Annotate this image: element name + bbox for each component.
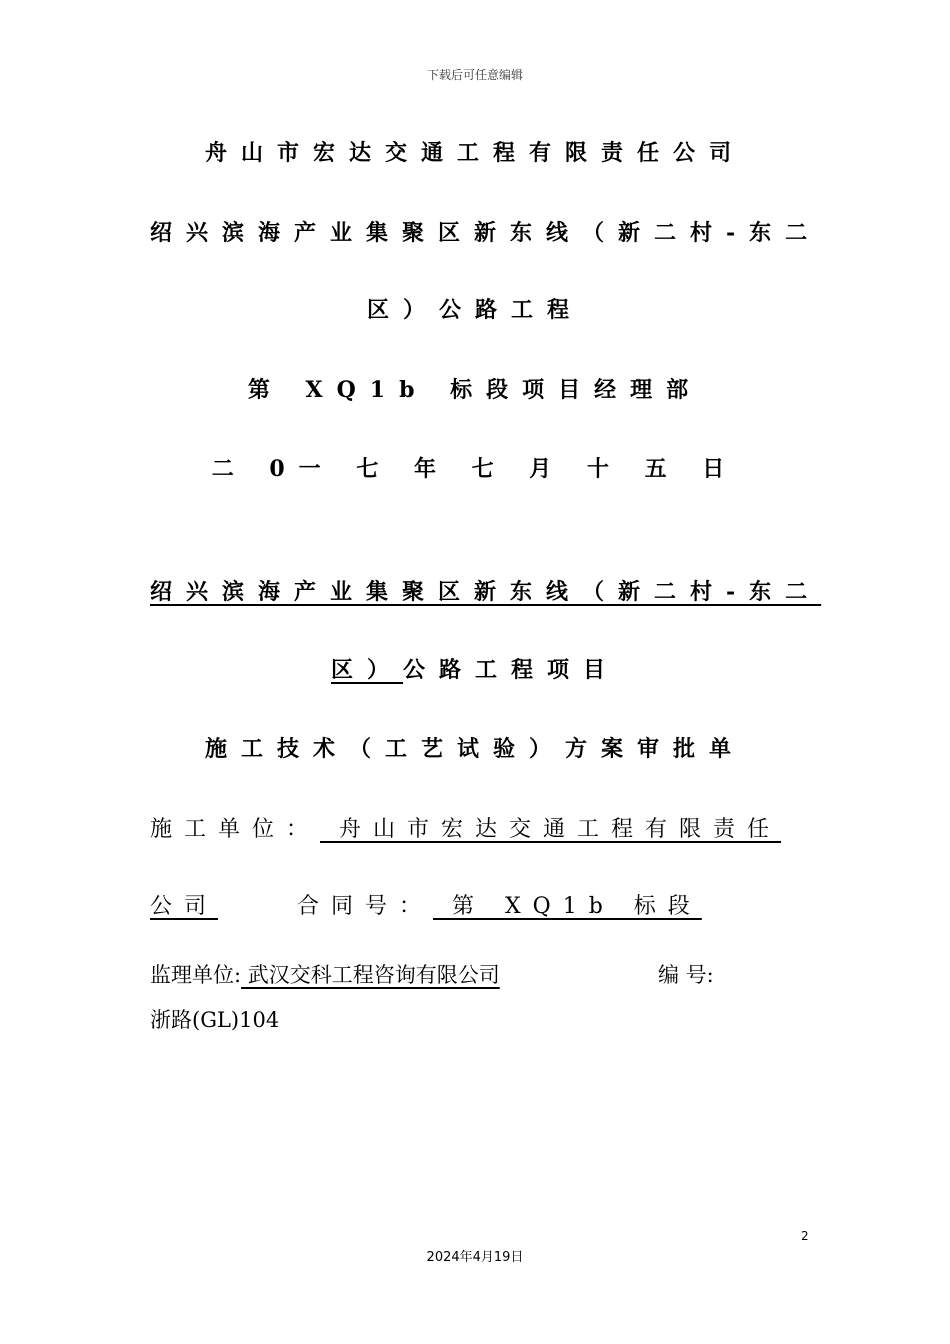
contractor-line-2 xyxy=(150,889,218,920)
supervisor-label: 监理单位: xyxy=(150,963,242,987)
number-value: 浙路(GL)104 xyxy=(150,1008,280,1032)
cover-project-line2: 区）公路工程 xyxy=(366,297,583,323)
number-label: 编 号: xyxy=(658,963,714,987)
cover-date: 二 0一 七 年 七 月 十 五 日 xyxy=(211,456,739,482)
supervisor-value: 武汉交科工程咨询有限公司 xyxy=(241,963,500,987)
contract-line xyxy=(297,889,702,920)
page-number: 2 xyxy=(801,1229,809,1243)
contract-value: 第 XQ1b 标段 xyxy=(433,894,702,919)
cover-department: 第 XQ1b 标段项目经理部 xyxy=(247,377,703,403)
cover-company: 舟山市宏达交通工程有限责任公司 xyxy=(204,140,745,166)
form-project-line2 xyxy=(0,653,950,684)
header-note: 下载后可任意编辑 xyxy=(426,68,523,82)
form-project-line1: 绍兴滨海产业集聚区新东线（新二村-东二 xyxy=(150,579,822,605)
contractor-line xyxy=(150,812,781,843)
contractor-value-1: 舟山市宏达交通工程有限责任 xyxy=(320,817,782,842)
contractor-label: 施工单位： xyxy=(150,817,321,842)
supervisor-line xyxy=(150,959,500,989)
number-line xyxy=(658,959,714,989)
form-title: 施工技术（工艺试验）方案审批单 xyxy=(204,736,745,762)
cover-project-line1: 绍兴滨海产业集聚区新东线（新二村-东二 xyxy=(150,220,822,246)
form-project-line2-underlined: 区） xyxy=(330,657,403,683)
form-project-line2-rest: 公路工程项目 xyxy=(403,657,620,683)
footer-date: 2024年4月19日 xyxy=(426,1250,524,1265)
contractor-value-2: 公司 xyxy=(150,894,219,919)
contract-label: 合同号： xyxy=(297,894,434,919)
